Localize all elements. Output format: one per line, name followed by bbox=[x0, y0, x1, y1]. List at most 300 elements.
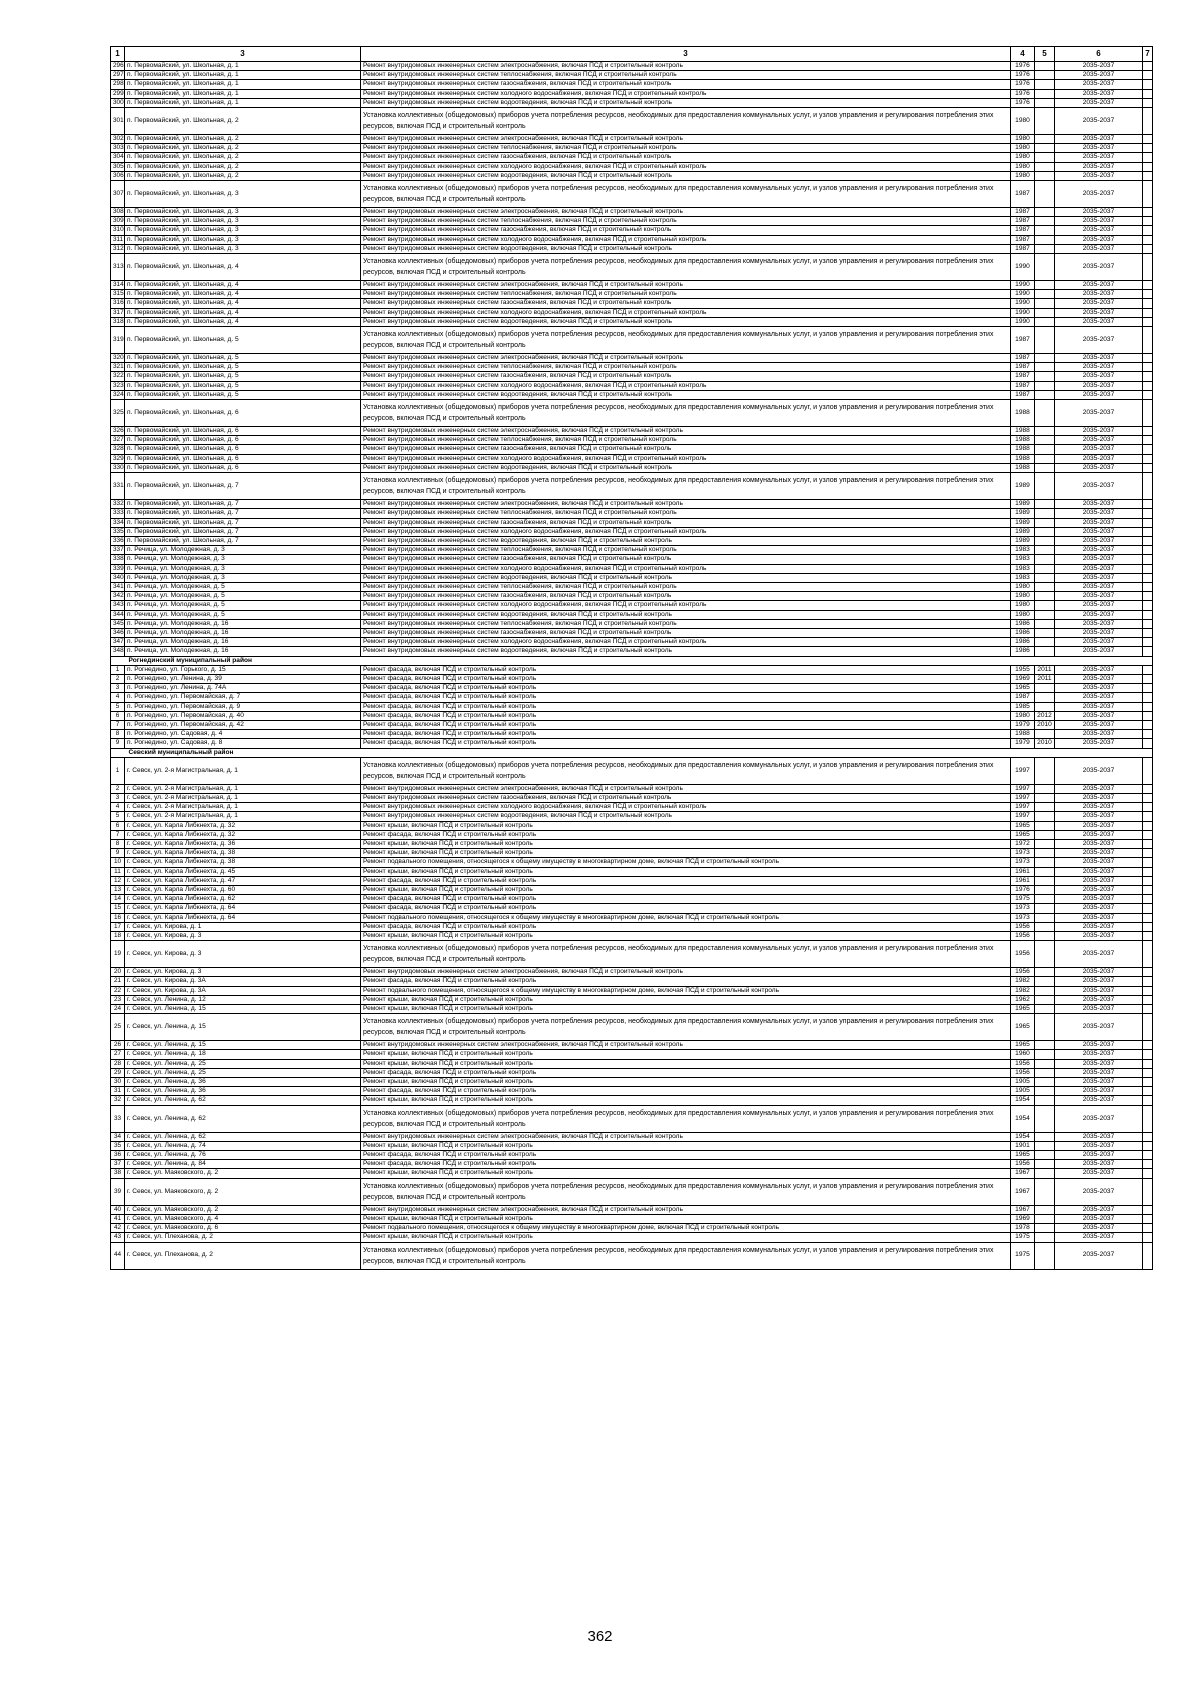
table-row bbox=[111, 1233, 1153, 1242]
previous-repair-cell bbox=[1035, 555, 1055, 564]
row-number: 330 bbox=[111, 463, 125, 472]
year-built-cell: 1985 bbox=[1011, 702, 1035, 711]
work-type-cell: Ремонт внутридомовых инженерных систем газоснабжения, включая ПСД и строительный контроль bbox=[361, 226, 1011, 235]
extra-cell bbox=[1143, 757, 1153, 784]
work-type-cell: Ремонт внутридомовых инженерных систем водоотведения, включая ПСД и строительный контроль bbox=[361, 171, 1011, 180]
table-row bbox=[111, 693, 1153, 702]
row-number: 321 bbox=[111, 363, 125, 372]
table-row bbox=[111, 244, 1153, 253]
address-cell: г. Севск, ул. Ленина, д. 36 bbox=[125, 1078, 361, 1087]
year-built-cell: 1997 bbox=[1011, 793, 1035, 802]
work-type-cell: Ремонт внутридомовых инженерных систем холодного водоснабжения, включая ПСД и строительный контроль bbox=[361, 235, 1011, 244]
planned-period-cell: 2035-2037 bbox=[1055, 509, 1143, 518]
table-row bbox=[111, 886, 1153, 895]
extra-cell bbox=[1143, 619, 1153, 628]
extra-cell bbox=[1143, 803, 1153, 812]
address-cell: г. Севск, ул. 2-я Магистральная, д. 1 bbox=[125, 812, 361, 821]
address-cell: п. Рогнедино, ул. Садовая, д. 4 bbox=[125, 730, 361, 739]
row-number: 328 bbox=[111, 445, 125, 454]
previous-repair-cell bbox=[1035, 876, 1055, 885]
work-type-cell: Ремонт внутридомовых инженерных систем водоотведения, включая ПСД и строительный контроль bbox=[361, 647, 1011, 656]
year-built-cell: 1989 bbox=[1011, 536, 1035, 545]
work-type-cell: Ремонт внутридомовых инженерных систем холодного водоснабжения, включая ПСД и строительный контроль bbox=[361, 803, 1011, 812]
year-built-cell: 1990 bbox=[1011, 317, 1035, 326]
planned-period-cell: 2035-2037 bbox=[1055, 381, 1143, 390]
work-type-cell: Ремонт фасада, включая ПСД и строительный контроль bbox=[361, 830, 1011, 839]
row-number: 332 bbox=[111, 500, 125, 509]
planned-period-cell: 2035-2037 bbox=[1055, 208, 1143, 217]
planned-period-cell: 2035-2037 bbox=[1055, 162, 1143, 171]
address-cell: п. Речица, ул. Молодежная, д. 3 bbox=[125, 555, 361, 564]
table-row bbox=[111, 327, 1153, 354]
previous-repair-cell bbox=[1035, 647, 1055, 656]
extra-cell bbox=[1143, 1178, 1153, 1205]
year-built-cell: 1976 bbox=[1011, 886, 1035, 895]
planned-period-cell: 2035-2037 bbox=[1055, 327, 1143, 354]
row-number: 37 bbox=[111, 1160, 125, 1169]
row-number: 5 bbox=[111, 702, 125, 711]
previous-repair-cell bbox=[1035, 932, 1055, 941]
previous-repair-cell bbox=[1035, 1242, 1055, 1269]
previous-repair-cell bbox=[1035, 858, 1055, 867]
planned-period-cell: 2035-2037 bbox=[1055, 1068, 1143, 1077]
planned-period-cell: 2035-2037 bbox=[1055, 71, 1143, 80]
row-number: 8 bbox=[111, 840, 125, 849]
table-row bbox=[111, 592, 1153, 601]
year-built-cell: 1980 bbox=[1011, 162, 1035, 171]
work-type-cell: Ремонт внутридомовых инженерных систем теплоснабжения, включая ПСД и строительный контроль bbox=[361, 144, 1011, 153]
year-built-cell: 1988 bbox=[1011, 463, 1035, 472]
table-row bbox=[111, 254, 1153, 281]
year-built-cell: 1954 bbox=[1011, 1096, 1035, 1105]
address-cell: г. Севск, ул. Маяковского, д. 2 bbox=[125, 1205, 361, 1214]
table-row bbox=[111, 977, 1153, 986]
previous-repair-cell bbox=[1035, 181, 1055, 208]
planned-period-cell: 2035-2037 bbox=[1055, 757, 1143, 784]
work-type-cell: Ремонт внутридомовых инженерных систем теплоснабжения, включая ПСД и строительный контроль bbox=[361, 582, 1011, 591]
work-type-cell: Ремонт внутридомовых инженерных систем водоотведения, включая ПСД и строительный контроль bbox=[361, 536, 1011, 545]
planned-period-cell: 2035-2037 bbox=[1055, 372, 1143, 381]
work-type-cell: Ремонт внутридомовых инженерных систем электроснабжения, включая ПСД и строительный контроль bbox=[361, 1041, 1011, 1050]
extra-cell bbox=[1143, 436, 1153, 445]
year-built-cell: 1986 bbox=[1011, 619, 1035, 628]
extra-cell bbox=[1143, 1160, 1153, 1169]
extra-cell bbox=[1143, 527, 1153, 536]
address-cell: п. Первомайский, ул. Школьная, д. 6 bbox=[125, 463, 361, 472]
table-row bbox=[111, 1141, 1153, 1150]
previous-repair-cell: 2010 bbox=[1035, 739, 1055, 748]
work-type-cell: Ремонт крыши, включая ПСД и строительный контроль bbox=[361, 1059, 1011, 1068]
work-type-cell: Ремонт внутридомовых инженерных систем газоснабжения, включая ПСД и строительный контроль bbox=[361, 153, 1011, 162]
table-row bbox=[111, 454, 1153, 463]
work-type-cell: Ремонт внутридомовых инженерных систем газоснабжения, включая ПСД и строительный контроль bbox=[361, 80, 1011, 89]
extra-cell bbox=[1143, 1041, 1153, 1050]
header-cell: 4 bbox=[1011, 47, 1035, 62]
planned-period-cell: 2035-2037 bbox=[1055, 390, 1143, 399]
extra-cell bbox=[1143, 784, 1153, 793]
address-cell: г. Севск, ул. Маяковского, д. 4 bbox=[125, 1214, 361, 1223]
table-row bbox=[111, 1132, 1153, 1141]
planned-period-cell: 2035-2037 bbox=[1055, 135, 1143, 144]
work-type-cell: Установка коллективных (общедомовых) приборов учета потребления ресурсов, необходимых для предоставления коммунальных услуг, и узлов управления и регулирования потребления этих ресурсов, включая ПСД и строительный контроль bbox=[361, 1105, 1011, 1132]
address-cell: п. Первомайский, ул. Школьная, д. 6 bbox=[125, 400, 361, 427]
previous-repair-cell bbox=[1035, 62, 1055, 71]
work-type-cell: Ремонт фасада, включая ПСД и строительный контроль bbox=[361, 730, 1011, 739]
table-row bbox=[111, 1014, 1153, 1041]
address-cell: г. Севск, ул. Кирова, д. 1 bbox=[125, 922, 361, 931]
work-type-cell: Ремонт внутридомовых инженерных систем холодного водоснабжения, включая ПСД и строительный контроль bbox=[361, 89, 1011, 98]
address-cell: г. Севск, ул. Плеханова, д. 2 bbox=[125, 1242, 361, 1269]
work-type-cell: Ремонт внутридомовых инженерных систем теплоснабжения, включая ПСД и строительный контроль bbox=[361, 363, 1011, 372]
previous-repair-cell bbox=[1035, 628, 1055, 637]
address-cell: г. Севск, ул. Карла Либкнехта, д. 32 bbox=[125, 830, 361, 839]
address-cell: п. Речица, ул. Молодежная, д. 16 bbox=[125, 619, 361, 628]
planned-period-cell: 2035-2037 bbox=[1055, 1169, 1143, 1178]
previous-repair-cell bbox=[1035, 427, 1055, 436]
year-built-cell: 1965 bbox=[1011, 1151, 1035, 1160]
planned-period-cell: 2035-2037 bbox=[1055, 308, 1143, 317]
table-row bbox=[111, 1096, 1153, 1105]
row-number: 15 bbox=[111, 904, 125, 913]
previous-repair-cell bbox=[1035, 1068, 1055, 1077]
address-cell: п. Первомайский, ул. Школьная, д. 2 bbox=[125, 162, 361, 171]
planned-period-cell: 2035-2037 bbox=[1055, 536, 1143, 545]
row-number: 309 bbox=[111, 217, 125, 226]
extra-cell bbox=[1143, 812, 1153, 821]
table-row bbox=[111, 1078, 1153, 1087]
work-type-cell: Ремонт внутридомовых инженерных систем водоотведения, включая ПСД и строительный контроль bbox=[361, 573, 1011, 582]
work-type-cell: Ремонт фасада, включая ПСД и строительный контроль bbox=[361, 711, 1011, 720]
table-row bbox=[111, 793, 1153, 802]
extra-cell bbox=[1143, 840, 1153, 849]
address-cell: г. Севск, ул. Кирова, д. 3А bbox=[125, 986, 361, 995]
work-type-cell: Ремонт фасада, включая ПСД и строительный контроль bbox=[361, 702, 1011, 711]
year-built-cell: 1986 bbox=[1011, 647, 1035, 656]
work-type-cell: Ремонт подвального помещения, относящегося к общему имуществу в многоквартирном доме, включая ПСД и строительный контроль bbox=[361, 858, 1011, 867]
work-type-cell: Установка коллективных (общедомовых) приборов учета потребления ресурсов, необходимых для предоставления коммунальных услуг, и узлов управления и регулирования потребления этих ресурсов, включая ПСД и строительный контроль bbox=[361, 400, 1011, 427]
previous-repair-cell bbox=[1035, 254, 1055, 281]
work-type-cell: Ремонт внутридомовых инженерных систем водоотведения, включая ПСД и строительный контроль bbox=[361, 317, 1011, 326]
table-row bbox=[111, 1005, 1153, 1014]
extra-cell bbox=[1143, 1059, 1153, 1068]
row-number: 3 bbox=[111, 793, 125, 802]
row-number: 31 bbox=[111, 1087, 125, 1096]
planned-period-cell: 2035-2037 bbox=[1055, 427, 1143, 436]
address-cell: п. Первомайский, ул. Школьная, д. 6 bbox=[125, 427, 361, 436]
extra-cell bbox=[1143, 720, 1153, 729]
previous-repair-cell bbox=[1035, 592, 1055, 601]
planned-period-cell: 2035-2037 bbox=[1055, 1005, 1143, 1014]
table-row bbox=[111, 932, 1153, 941]
row-number: 11 bbox=[111, 867, 125, 876]
extra-cell bbox=[1143, 1214, 1153, 1223]
header-cell: 3 bbox=[361, 47, 1011, 62]
extra-cell bbox=[1143, 1151, 1153, 1160]
section-row bbox=[111, 748, 1153, 757]
year-built-cell: 1988 bbox=[1011, 436, 1035, 445]
row-number: 13 bbox=[111, 886, 125, 895]
extra-cell bbox=[1143, 108, 1153, 135]
previous-repair-cell bbox=[1035, 867, 1055, 876]
planned-period-cell: 2035-2037 bbox=[1055, 784, 1143, 793]
planned-period-cell: 2035-2037 bbox=[1055, 638, 1143, 647]
address-cell: п. Речица, ул. Молодежная, д. 5 bbox=[125, 601, 361, 610]
work-type-cell: Ремонт внутридомовых инженерных систем электроснабжения, включая ПСД и строительный контроль bbox=[361, 1205, 1011, 1214]
extra-cell bbox=[1143, 1205, 1153, 1214]
address-cell: г. Севск, ул. Ленина, д. 12 bbox=[125, 995, 361, 1004]
row-number: 305 bbox=[111, 162, 125, 171]
previous-repair-cell bbox=[1035, 812, 1055, 821]
year-built-cell: 1987 bbox=[1011, 363, 1035, 372]
register-sheet bbox=[110, 46, 1152, 1270]
previous-repair-cell bbox=[1035, 308, 1055, 317]
row-number: 6 bbox=[111, 711, 125, 720]
row-number: 32 bbox=[111, 1096, 125, 1105]
previous-repair-cell bbox=[1035, 390, 1055, 399]
address-cell: п. Рогнедино, ул. Ленина, д. 74А bbox=[125, 684, 361, 693]
previous-repair-cell bbox=[1035, 638, 1055, 647]
previous-repair-cell bbox=[1035, 244, 1055, 253]
year-built-cell: 1976 bbox=[1011, 71, 1035, 80]
year-built-cell: 1980 bbox=[1011, 108, 1035, 135]
table-row bbox=[111, 876, 1153, 885]
extra-cell bbox=[1143, 327, 1153, 354]
work-type-cell: Ремонт внутридомовых инженерных систем водоотведения, включая ПСД и строительный контроль bbox=[361, 244, 1011, 253]
row-number: 344 bbox=[111, 610, 125, 619]
work-type-cell: Ремонт фасада, включая ПСД и строительный контроль bbox=[361, 922, 1011, 931]
previous-repair-cell bbox=[1035, 619, 1055, 628]
work-type-cell: Ремонт внутридомовых инженерных систем газоснабжения, включая ПСД и строительный контроль bbox=[361, 445, 1011, 454]
row-number: 9 bbox=[111, 739, 125, 748]
address-cell: г. Севск, ул. Карла Либкнехта, д. 62 bbox=[125, 895, 361, 904]
page-number: 362 bbox=[587, 1628, 613, 1645]
address-cell: г. Севск, ул. Ленина, д. 15 bbox=[125, 1005, 361, 1014]
column-number-header bbox=[111, 47, 1153, 62]
table-row bbox=[111, 317, 1153, 326]
work-type-cell: Ремонт внутридомовых инженерных систем теплоснабжения, включая ПСД и строительный контроль bbox=[361, 619, 1011, 628]
extra-cell bbox=[1143, 876, 1153, 885]
address-cell: п. Первомайский, ул. Школьная, д. 3 bbox=[125, 235, 361, 244]
planned-period-cell: 2035-2037 bbox=[1055, 582, 1143, 591]
address-cell: п. Речица, ул. Молодежная, д. 3 bbox=[125, 573, 361, 582]
extra-cell bbox=[1143, 592, 1153, 601]
row-number: 323 bbox=[111, 381, 125, 390]
table-row bbox=[111, 445, 1153, 454]
planned-period-cell: 2035-2037 bbox=[1055, 473, 1143, 500]
previous-repair-cell bbox=[1035, 1233, 1055, 1242]
address-cell: п. Первомайский, ул. Школьная, д. 5 bbox=[125, 372, 361, 381]
extra-cell bbox=[1143, 427, 1153, 436]
row-number: 347 bbox=[111, 638, 125, 647]
row-number: 20 bbox=[111, 968, 125, 977]
planned-period-cell: 2035-2037 bbox=[1055, 793, 1143, 802]
previous-repair-cell bbox=[1035, 217, 1055, 226]
work-type-cell: Установка коллективных (общедомовых) приборов учета потребления ресурсов, необходимых для предоставления коммунальных услуг, и узлов управления и регулирования потребления этих ресурсов, включая ПСД и строительный контроль bbox=[361, 1178, 1011, 1205]
address-cell: г. Севск, ул. Карла Либкнехта, д. 60 bbox=[125, 886, 361, 895]
address-cell: п. Первомайский, ул. Школьная, д. 2 bbox=[125, 171, 361, 180]
previous-repair-cell bbox=[1035, 849, 1055, 858]
extra-cell bbox=[1143, 463, 1153, 472]
year-built-cell: 1955 bbox=[1011, 665, 1035, 674]
year-built-cell: 1973 bbox=[1011, 849, 1035, 858]
planned-period-cell: 2035-2037 bbox=[1055, 400, 1143, 427]
year-built-cell: 1989 bbox=[1011, 509, 1035, 518]
row-number: 311 bbox=[111, 235, 125, 244]
row-number: 19 bbox=[111, 941, 125, 968]
table-row bbox=[111, 555, 1153, 564]
year-built-cell: 1973 bbox=[1011, 904, 1035, 913]
row-number: 298 bbox=[111, 80, 125, 89]
address-cell: п. Первомайский, ул. Школьная, д. 2 bbox=[125, 153, 361, 162]
planned-period-cell: 2035-2037 bbox=[1055, 1242, 1143, 1269]
planned-period-cell: 2035-2037 bbox=[1055, 684, 1143, 693]
work-type-cell: Ремонт внутридомовых инженерных систем электроснабжения, включая ПСД и строительный контроль bbox=[361, 427, 1011, 436]
row-number: 342 bbox=[111, 592, 125, 601]
address-cell: п. Речица, ул. Молодежная, д. 3 bbox=[125, 564, 361, 573]
previous-repair-cell bbox=[1035, 821, 1055, 830]
work-type-cell: Ремонт внутридомовых инженерных систем электроснабжения, включая ПСД и строительный контроль bbox=[361, 354, 1011, 363]
year-built-cell: 1979 bbox=[1011, 720, 1035, 729]
work-type-cell: Ремонт крыши, включая ПСД и строительный контроль bbox=[361, 995, 1011, 1004]
extra-cell bbox=[1143, 1242, 1153, 1269]
table-row bbox=[111, 71, 1153, 80]
row-number: 297 bbox=[111, 71, 125, 80]
work-type-cell: Ремонт внутридомовых инженерных систем электроснабжения, включая ПСД и строительный контроль bbox=[361, 1132, 1011, 1141]
previous-repair-cell bbox=[1035, 830, 1055, 839]
table-row bbox=[111, 427, 1153, 436]
year-built-cell: 1997 bbox=[1011, 803, 1035, 812]
planned-period-cell: 2035-2037 bbox=[1055, 702, 1143, 711]
year-built-cell: 1969 bbox=[1011, 674, 1035, 683]
row-number: 38 bbox=[111, 1169, 125, 1178]
row-number: 3 bbox=[111, 684, 125, 693]
row-number: 336 bbox=[111, 536, 125, 545]
table-row bbox=[111, 995, 1153, 1004]
address-cell: п. Рогнедино, ул. Первомайская, д. 42 bbox=[125, 720, 361, 729]
table-row bbox=[111, 518, 1153, 527]
table-row bbox=[111, 473, 1153, 500]
extra-cell bbox=[1143, 372, 1153, 381]
year-built-cell: 1983 bbox=[1011, 564, 1035, 573]
row-number: 312 bbox=[111, 244, 125, 253]
table-row bbox=[111, 647, 1153, 656]
work-type-cell: Ремонт фасада, включая ПСД и строительный контроль bbox=[361, 684, 1011, 693]
year-built-cell: 1975 bbox=[1011, 1233, 1035, 1242]
planned-period-cell: 2035-2037 bbox=[1055, 181, 1143, 208]
address-cell: п. Первомайский, ул. Школьная, д. 3 bbox=[125, 217, 361, 226]
year-built-cell: 1965 bbox=[1011, 821, 1035, 830]
row-number: 338 bbox=[111, 555, 125, 564]
table-row bbox=[111, 509, 1153, 518]
work-type-cell: Установка коллективных (общедомовых) приборов учета потребления ресурсов, необходимых для предоставления коммунальных услуг, и узлов управления и регулирования потребления этих ресурсов, включая ПСД и строительный контроль bbox=[361, 1242, 1011, 1269]
extra-cell bbox=[1143, 381, 1153, 390]
row-number: 302 bbox=[111, 135, 125, 144]
table-row bbox=[111, 601, 1153, 610]
extra-cell bbox=[1143, 1050, 1153, 1059]
row-number: 316 bbox=[111, 299, 125, 308]
table-row bbox=[111, 619, 1153, 628]
extra-cell bbox=[1143, 71, 1153, 80]
table-row bbox=[111, 108, 1153, 135]
year-built-cell: 1987 bbox=[1011, 693, 1035, 702]
year-built-cell: 1980 bbox=[1011, 601, 1035, 610]
previous-repair-cell bbox=[1035, 536, 1055, 545]
previous-repair-cell bbox=[1035, 509, 1055, 518]
row-number: 303 bbox=[111, 144, 125, 153]
previous-repair-cell bbox=[1035, 235, 1055, 244]
year-built-cell: 1956 bbox=[1011, 1068, 1035, 1077]
planned-period-cell: 2035-2037 bbox=[1055, 500, 1143, 509]
row-number: 27 bbox=[111, 1050, 125, 1059]
extra-cell bbox=[1143, 1014, 1153, 1041]
extra-cell bbox=[1143, 135, 1153, 144]
address-cell: г. Севск, ул. Маяковского, д. 2 bbox=[125, 1169, 361, 1178]
work-type-cell: Ремонт внутридомовых инженерных систем теплоснабжения, включая ПСД и строительный контроль bbox=[361, 290, 1011, 299]
table-row bbox=[111, 89, 1153, 98]
work-type-cell: Ремонт крыши, включая ПСД и строительный контроль bbox=[361, 886, 1011, 895]
work-type-cell: Ремонт крыши, включая ПСД и строительный контроль bbox=[361, 821, 1011, 830]
row-number: 301 bbox=[111, 108, 125, 135]
planned-period-cell: 2035-2037 bbox=[1055, 812, 1143, 821]
planned-period-cell: 2035-2037 bbox=[1055, 363, 1143, 372]
previous-repair-cell bbox=[1035, 1214, 1055, 1223]
table-row bbox=[111, 1087, 1153, 1096]
row-number: 308 bbox=[111, 208, 125, 217]
previous-repair-cell bbox=[1035, 601, 1055, 610]
previous-repair-cell bbox=[1035, 995, 1055, 1004]
row-number: 2 bbox=[111, 674, 125, 683]
row-number: 318 bbox=[111, 317, 125, 326]
year-built-cell: 1988 bbox=[1011, 730, 1035, 739]
planned-period-cell: 2035-2037 bbox=[1055, 546, 1143, 555]
planned-period-cell: 2035-2037 bbox=[1055, 1141, 1143, 1150]
previous-repair-cell bbox=[1035, 1151, 1055, 1160]
extra-cell bbox=[1143, 254, 1153, 281]
previous-repair-cell bbox=[1035, 1087, 1055, 1096]
year-built-cell: 1956 bbox=[1011, 968, 1035, 977]
table-row bbox=[111, 1151, 1153, 1160]
previous-repair-cell bbox=[1035, 400, 1055, 427]
row-number: 24 bbox=[111, 1005, 125, 1014]
extra-cell bbox=[1143, 546, 1153, 555]
address-cell: п. Первомайский, ул. Школьная, д. 7 bbox=[125, 536, 361, 545]
row-number: 25 bbox=[111, 1014, 125, 1041]
extra-cell bbox=[1143, 895, 1153, 904]
extra-cell bbox=[1143, 739, 1153, 748]
year-built-cell: 1956 bbox=[1011, 922, 1035, 931]
work-type-cell: Ремонт фасада, включая ПСД и строительный контроль bbox=[361, 1151, 1011, 1160]
planned-period-cell: 2035-2037 bbox=[1055, 821, 1143, 830]
table-row bbox=[111, 922, 1153, 931]
extra-cell bbox=[1143, 1141, 1153, 1150]
planned-period-cell: 2035-2037 bbox=[1055, 89, 1143, 98]
address-cell: г. Севск, ул. Ленина, д. 18 bbox=[125, 1050, 361, 1059]
previous-repair-cell bbox=[1035, 730, 1055, 739]
extra-cell bbox=[1143, 217, 1153, 226]
table-row bbox=[111, 208, 1153, 217]
year-built-cell: 1980 bbox=[1011, 153, 1035, 162]
address-cell: г. Севск, ул. Ленина, д. 15 bbox=[125, 1014, 361, 1041]
table-row bbox=[111, 784, 1153, 793]
address-cell: п. Первомайский, ул. Школьная, д. 6 bbox=[125, 454, 361, 463]
year-built-cell: 1987 bbox=[1011, 372, 1035, 381]
extra-cell bbox=[1143, 555, 1153, 564]
work-type-cell: Ремонт подвального помещения, относящегося к общему имуществу в многоквартирном доме, включая ПСД и строительный контроль bbox=[361, 913, 1011, 922]
table-row bbox=[111, 527, 1153, 536]
table-row bbox=[111, 372, 1153, 381]
work-type-cell: Ремонт крыши, включая ПСД и строительный контроль bbox=[361, 1141, 1011, 1150]
address-cell: г. Севск, ул. Карла Либкнехта, д. 45 bbox=[125, 867, 361, 876]
